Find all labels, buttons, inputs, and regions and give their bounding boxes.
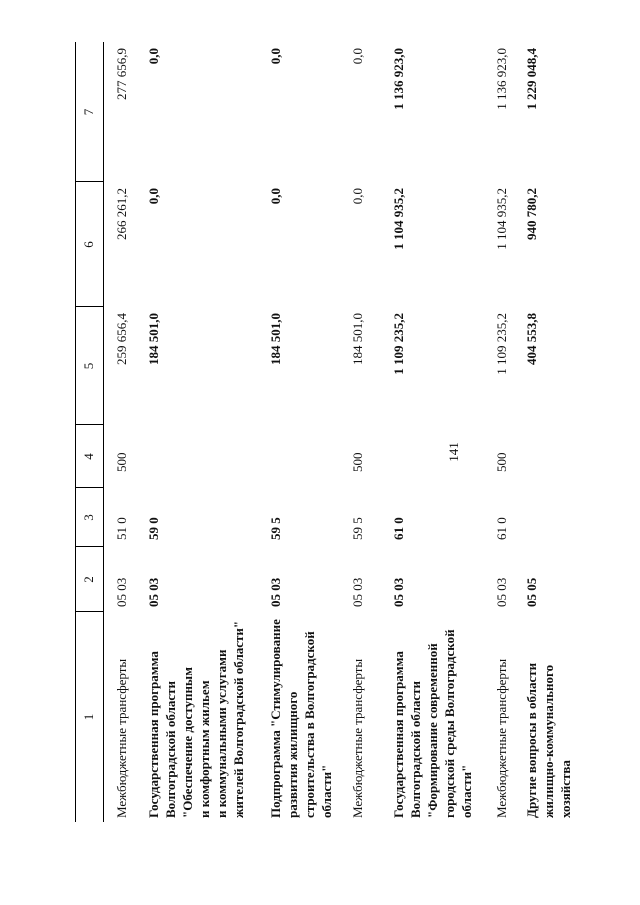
row-name: Подпрограмма "Стимулирование развития жилищного строительства в Волгоградской области" (268, 619, 334, 818)
row-value-5: 184 501,0 (146, 313, 161, 365)
row-code: 05 03 (391, 577, 406, 607)
row-code: 05 05 (524, 577, 539, 607)
row-target: 61 0 (494, 517, 509, 540)
column-header-3: 3 (81, 514, 96, 521)
column-header-5: 5 (81, 362, 96, 370)
row-type: 500 (114, 452, 129, 472)
page-number: 141 (446, 442, 461, 462)
row-target: 59 5 (268, 517, 283, 540)
row-value-7: 277 656,9 (114, 48, 129, 100)
row-name: Государственная программа Волгоградской области "Обеспечение доступным и комфортным жильем и коммунальными услугами жителей Волгоградской области" (146, 620, 246, 818)
row-value-7: 1 136 923,0 (391, 48, 406, 110)
row-name: Государственная программа Волгоградской области "Формирование современной городской среды Волгоградской области" (391, 629, 474, 818)
row-type: 500 (494, 452, 509, 472)
column-header-1: 1 (81, 713, 96, 721)
row-type: 500 (350, 452, 365, 472)
row-value-5: 404 553,8 (524, 313, 539, 365)
row-value-6: 0,0 (268, 188, 283, 205)
row-value-5: 184 501,0 (350, 313, 365, 365)
row-name: Межбюджетные трансферты (494, 658, 509, 818)
row-value-6: 266 261,2 (114, 188, 129, 240)
row-value-5: 259 656,4 (114, 313, 129, 365)
row-value-5: 1 109 235,2 (494, 313, 509, 375)
row-value-7: 0,0 (268, 48, 283, 65)
row-target: 59 5 (350, 517, 365, 540)
column-header-2: 2 (81, 576, 96, 583)
column-header-7: 7 (81, 108, 96, 116)
row-name: Другие вопросы в области жилищно-коммунального хозяйства (524, 662, 573, 818)
row-code: 05 03 (146, 577, 161, 607)
row-code: 05 03 (350, 577, 365, 607)
row-value-6: 0,0 (350, 188, 365, 205)
column-header-4: 4 (81, 453, 96, 460)
row-value-7: 0,0 (350, 48, 365, 65)
row-value-7: 1 229 048,4 (524, 48, 539, 110)
row-target: 59 0 (146, 517, 161, 540)
row-value-6: 1 104 935,2 (494, 188, 509, 250)
row-value-7: 1 136 923,0 (494, 48, 509, 110)
row-target: 51 0 (114, 517, 129, 540)
row-code: 05 03 (268, 577, 283, 607)
row-value-6: 1 104 935,2 (391, 188, 406, 250)
row-target: 61 0 (391, 517, 406, 540)
row-name: Межбюджетные трансферты (350, 658, 365, 818)
row-value-7: 0,0 (146, 48, 161, 65)
header-bottom-rule (103, 42, 104, 822)
row-value-5: 184 501,0 (268, 313, 283, 365)
row-value-6: 940 780,2 (524, 188, 539, 240)
row-value-6: 0,0 (146, 188, 161, 205)
budget-table (75, 42, 573, 822)
row-code: 05 03 (494, 577, 509, 607)
row-value-5: 1 109 235,2 (391, 313, 406, 375)
column-header-6: 6 (81, 241, 96, 248)
row-name: Межбюджетные трансферты (114, 658, 129, 818)
row-code: 05 03 (114, 577, 129, 607)
